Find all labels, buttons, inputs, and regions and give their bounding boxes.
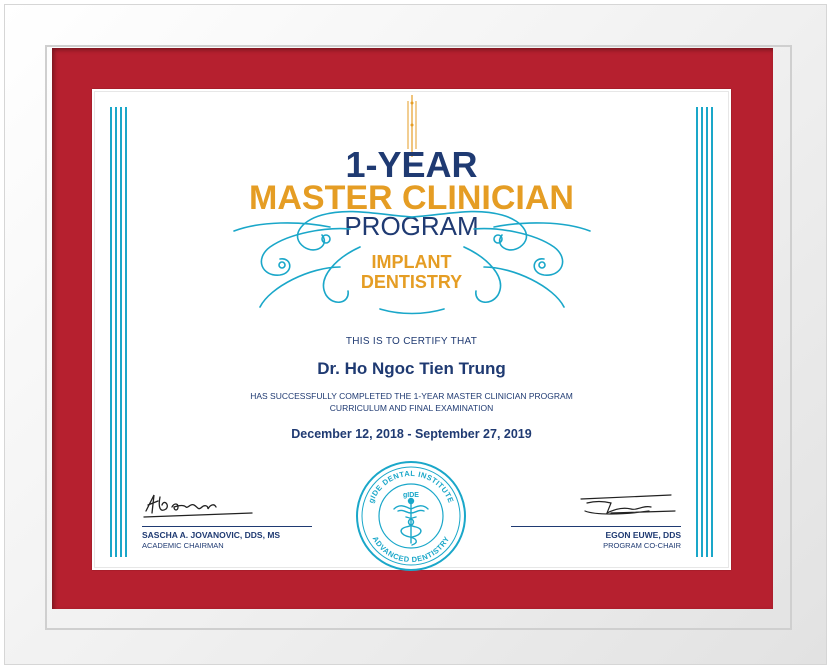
title-line-3: PROGRAM (344, 211, 479, 241)
seal-bottom-text: ADVANCED DENTISTRY (370, 534, 452, 565)
subtitle-line-1: IMPLANT (371, 252, 452, 272)
seal-center-text: gIDE (403, 492, 419, 499)
left-signature-line (142, 526, 312, 527)
institute-seal-icon (354, 459, 468, 573)
right-signature-icon (551, 491, 681, 519)
certify-statement: THIS IS TO CERTIFY THAT (345, 336, 478, 347)
completion-statement-line-1: HAS SUCCESSFULLY COMPLETED THE 1-YEAR MASTER CLINICIAN PROGRAM (250, 391, 573, 401)
left-signatory-name: SASCHA A. JOVANOVIC, DDS, MS (142, 530, 281, 540)
right-signatory-title: PROGRAM CO-CHAIR (603, 541, 681, 550)
seal-top-text: gIDE DENTAL INSTITUTE (366, 468, 456, 505)
program-dates: December 12, 2018 - September 27, 2019 (291, 427, 532, 441)
recipient-name: Dr. Ho Ngoc Tien Trung (317, 359, 506, 378)
certificate-paper (92, 89, 731, 570)
title-line-2: MASTER CLINICIAN (249, 179, 574, 217)
subtitle-line-2: DENTISTRY (360, 272, 463, 292)
left-signatory-title: ACADEMIC CHAIRMAN (142, 541, 224, 550)
title-line-1: 1-YEAR (345, 144, 478, 185)
left-signature-block (142, 491, 312, 550)
right-signature-block (511, 491, 681, 550)
right-signature-line (511, 526, 681, 527)
completion-statement-line-2: CURRICULUM AND FINAL EXAMINATION (329, 403, 494, 413)
left-signature-icon (142, 491, 262, 519)
right-signatory-name: EGON EUWE, DDS (605, 530, 681, 540)
